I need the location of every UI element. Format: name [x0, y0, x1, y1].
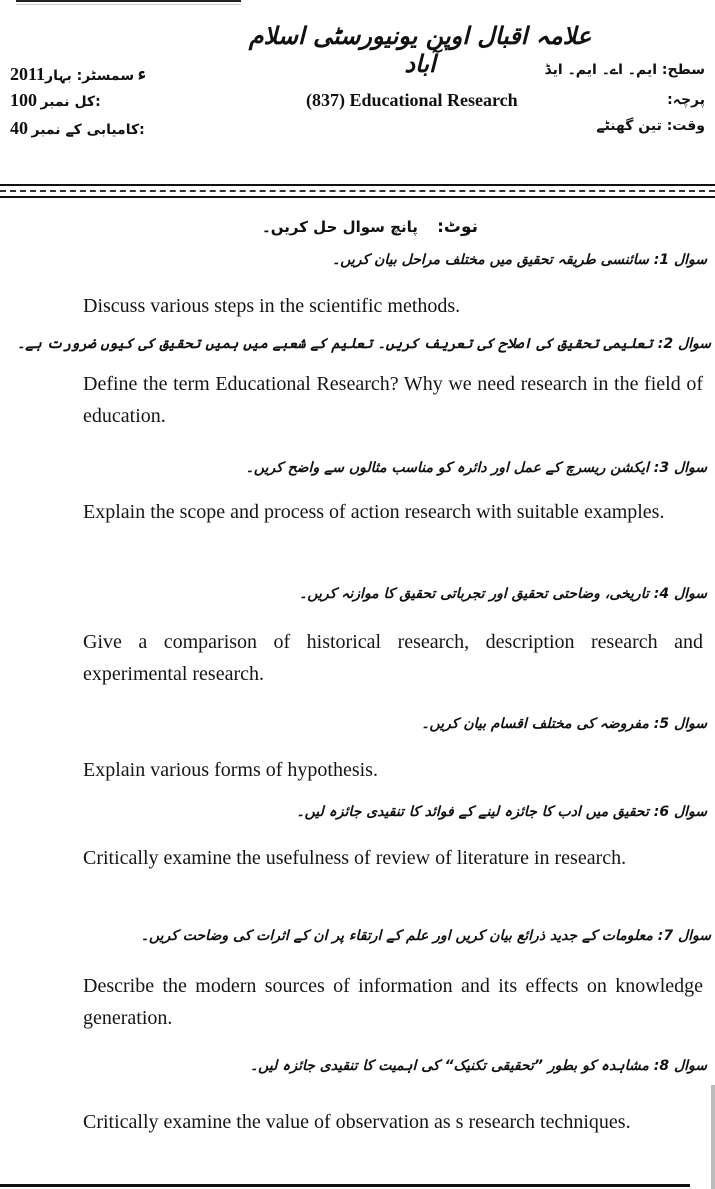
- paper-label: پرچہ:: [667, 92, 705, 108]
- level-label: سطح: ایم۔ اے۔ ایم۔ ایڈ: [544, 62, 705, 78]
- semester-info: [10, 64, 146, 85]
- question-8-english: Critically examine the value of observation as s research techniques.: [83, 1111, 631, 1133]
- header-divider-bottom: [0, 196, 715, 198]
- total-marks-value: 100: [10, 90, 37, 110]
- note-label: نوٹ:: [437, 217, 479, 237]
- question-3-urdu: سوال 3: ایکشن ریسرچ کے عمل اور دائرہ کو مناسب مثالوں سے واضح کریں۔: [245, 460, 707, 476]
- bottom-rule: [0, 1184, 690, 1187]
- semester-label: سمسٹر: بہار: [45, 68, 135, 84]
- pass-marks-value: 40: [10, 118, 28, 138]
- question-3-english: Explain the scope and process of action research with suitable examples.: [83, 501, 665, 523]
- question-5-english: Explain various forms of hypothesis.: [83, 759, 378, 781]
- question-1-urdu: سوال 1: سائنسی طریقہ تحقیق میں مختلف مراحل بیان کریں۔: [332, 252, 707, 268]
- question-4-urdu: سوال 4: تاریخی، وضاحتی تحقیق اور تجرباتی تحقیق کا موازنہ کریں۔: [299, 586, 707, 602]
- question-8-urdu: سوال 8: مشاہدہ کو بطور ”تحقیقی تکنیک“ کی اہمیت کا تنقیدی جائزہ لیں۔: [249, 1058, 707, 1074]
- top-rule-shadow: [16, 4, 241, 5]
- instruction-note: [200, 217, 540, 237]
- course-title: (837) Educational Research: [306, 90, 518, 110]
- note-text: پانچ سوال حل کریں۔: [261, 218, 418, 236]
- total-marks-label: کل نمبر:: [40, 94, 101, 110]
- question-6-urdu: سوال 6: تحقیق میں ادب کا جائزہ لینے کے فوائد کا تنقیدی جائزہ لیں۔: [296, 804, 707, 820]
- question-2-english: Define the term Educational Research? Why we need research in the field of education.: [83, 373, 703, 427]
- question-5-urdu: سوال 5: مفروضہ کی مختلف اقسام بیان کریں۔: [421, 716, 707, 732]
- semester-year: 2011ء: [10, 64, 147, 84]
- question-2-urdu: سوال 2: تعلیمی تحقیق کی اصلاح کی تعریف کریں۔ تعلیم کے شعبے میں ہمیں تحقیق کی کیوں ضرورت ہے۔: [17, 336, 711, 352]
- question-7-english: Describe the modern sources of information and its effects on knowledge generation.: [83, 975, 703, 1029]
- header-divider-dashed: [0, 190, 715, 192]
- question-4-english: Give a comparison of historical research, description research and experimental research.: [83, 631, 703, 685]
- question-6-english: Critically examine the usefulness of review of literature in research.: [83, 847, 627, 869]
- header-divider-top: [0, 184, 715, 186]
- pass-marks: [10, 118, 145, 139]
- question-7-urdu: سوال 7: معلومات کے جدید ذرائع بیان کریں اور علم کے ارتقاء پر ان کے اثرات کی وضاحت کریں۔: [140, 928, 711, 944]
- total-marks: [10, 90, 101, 111]
- top-rule: [16, 0, 241, 2]
- scan-edge: [711, 1085, 715, 1189]
- question-1-english: Discuss various steps in the scientific methods.: [83, 295, 461, 317]
- time-label: وقت: تین گھنٹے: [596, 118, 705, 134]
- pass-marks-label: کامیابی کے نمبر:: [31, 122, 145, 138]
- university-title: علامہ اقبال اوپن یونیورسٹی اسلام آباد: [248, 22, 592, 78]
